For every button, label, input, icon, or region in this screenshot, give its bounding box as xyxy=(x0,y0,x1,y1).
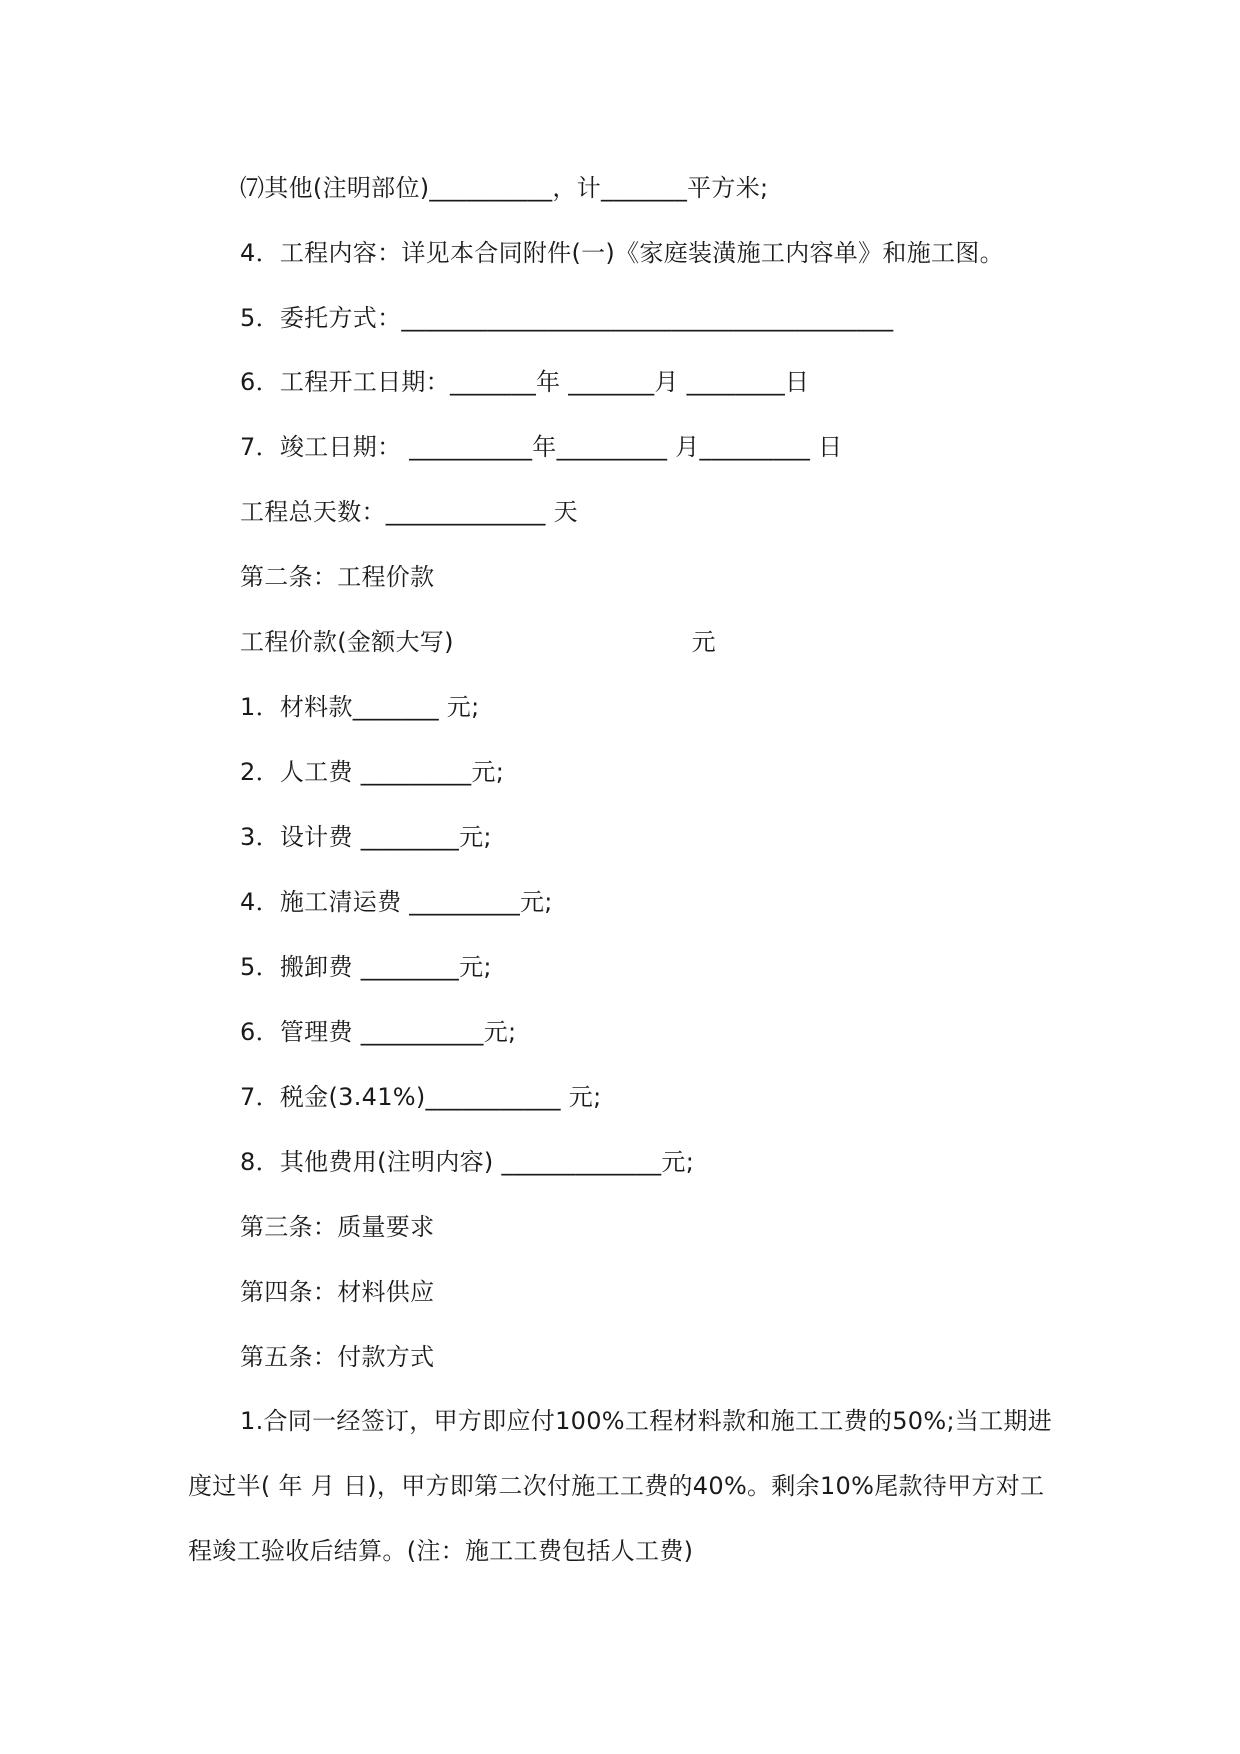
fee-moving: 5．搬卸费 ________元; xyxy=(240,953,492,981)
fee-cleanup: 4．施工清运费 _________元; xyxy=(240,888,553,916)
payment-paragraph-text: 1.合同一经签订，甲方即应付100%工程材料款和施工工费的50%;当工期进度过半( 年 月 日)，甲方即第二次付施工工费的40%。剩余10%尾款待甲方对工程竣工验收后结算。(注：施工工费包括人工费) xyxy=(188,1407,1053,1565)
clause-total-days: 工程总天数：_____________ 天 xyxy=(240,498,578,526)
clause-start-date: 6．工程开工日期：_______年 _______月 ________日 xyxy=(240,368,810,396)
project-price-total: 工程价款(金额大写) 元 xyxy=(240,628,716,656)
article-2-heading: 第二条：工程价款 xyxy=(240,563,435,591)
clause-commission-method: 5．委托方式：________________________________________ xyxy=(240,304,894,332)
fee-management: 6．管理费 __________元; xyxy=(240,1018,517,1046)
fee-materials: 1．材料款_______ 元; xyxy=(240,693,480,721)
clause-project-content: 4．工程内容：详见本合同附件(一)《家庭装潢施工内容单》和施工图。 xyxy=(240,239,1004,267)
clause-completion-date: 7．竣工日期： __________年_________ 月_________ 日 xyxy=(240,433,843,461)
article-5-heading: 第五条：付款方式 xyxy=(240,1343,435,1371)
payment-paragraph xyxy=(188,1389,1058,1584)
article-3-heading: 第三条：质量要求 xyxy=(240,1213,435,1241)
fee-labor: 2．人工费 _________元; xyxy=(240,758,505,786)
fee-design: 3．设计费 ________元; xyxy=(240,823,492,851)
article-4-heading: 第四条：材料供应 xyxy=(240,1278,435,1306)
fee-other: 8．其他费用(注明内容) _____________元; xyxy=(240,1148,695,1176)
fee-tax: 7．税金(3.41%)___________ 元; xyxy=(240,1083,602,1111)
clause-other-area: ⑺其他(注明部位)__________，计_______平方米; xyxy=(240,174,769,202)
